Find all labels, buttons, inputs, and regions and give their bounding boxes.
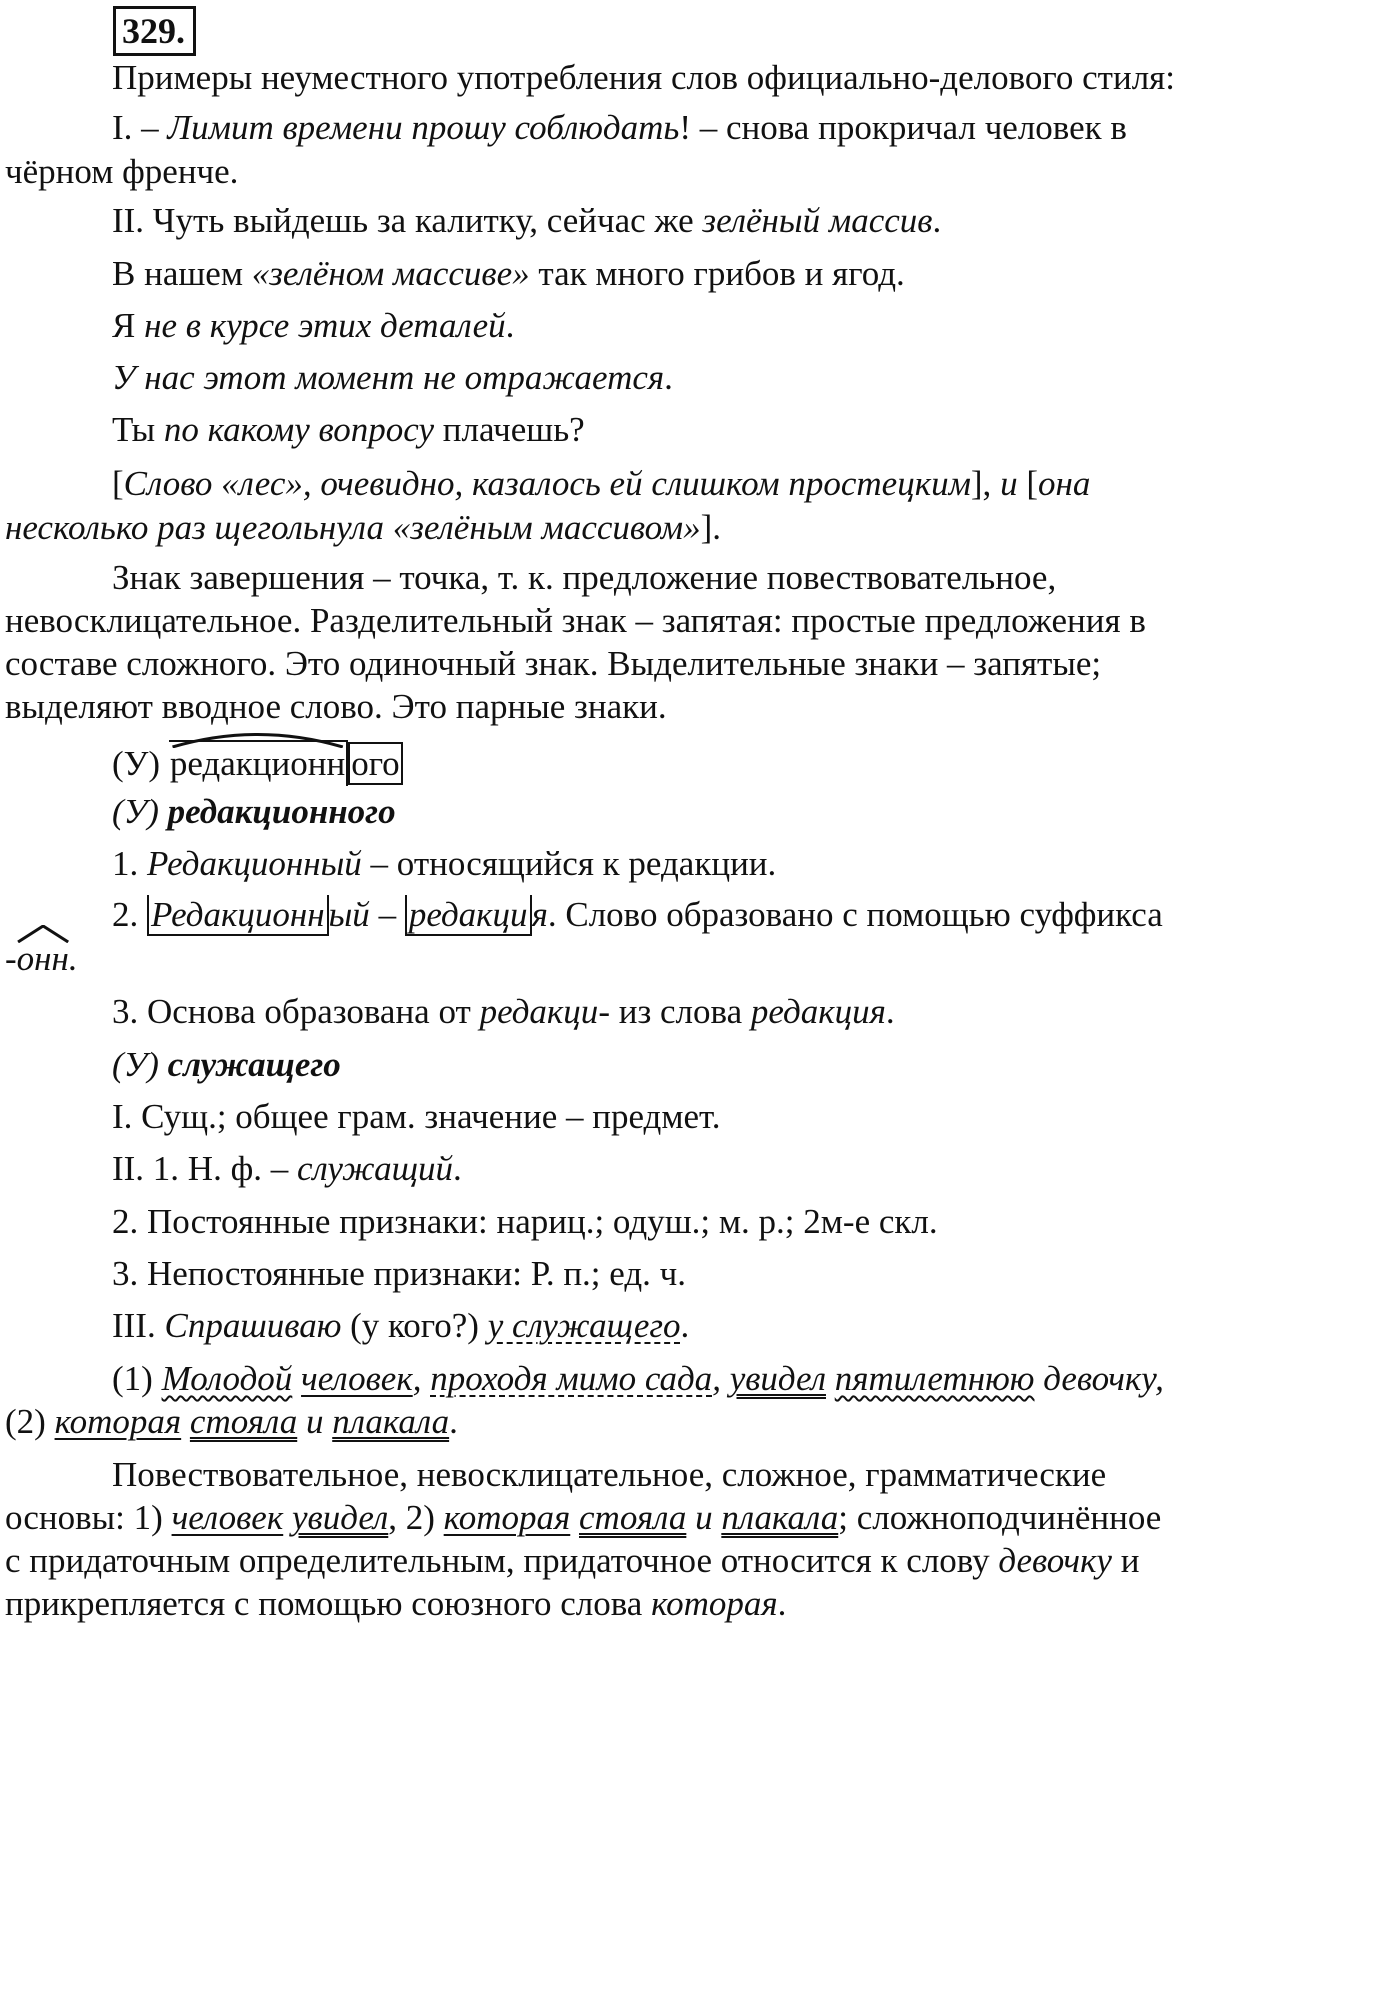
final-l4a: прикрепляется с помощью союзного слова <box>5 1584 652 1623</box>
ex5-suffix: . <box>664 358 673 397</box>
punct-line-1 <box>112 556 1400 600</box>
deriv3-prefix: 3. Основа образована от <box>112 992 480 1031</box>
morph-prefix: (У) <box>112 744 169 783</box>
deriv1-num: 1. <box>112 844 147 883</box>
punct-line-3 <box>5 642 1400 686</box>
sent-stoyala: стояла <box>189 1402 298 1441</box>
example-5 <box>112 356 1400 400</box>
final-l3b: и <box>1111 1541 1140 1580</box>
sent-pyatiletnyuyu: пятилетнюю <box>834 1359 1035 1398</box>
ex4-italic: не в курсе этих деталей <box>144 306 506 345</box>
final-l2c: ; сложноподчинённое <box>838 1498 1162 1537</box>
example-4 <box>112 304 1400 348</box>
scheme-bracket-open: [ <box>112 464 124 503</box>
ex4-suffix: . <box>505 306 515 345</box>
scheme-clause-2b: несколько раз щегольнула «зелёным массивом» <box>5 508 701 547</box>
ex1-prefix: I. – <box>112 108 168 147</box>
punct-text-4: выделяют вводное слово. Это парные знаки. <box>5 687 667 726</box>
ex1-cont: чёрном френче. <box>5 152 239 191</box>
m4-text: 3. Непостоянные признаки: Р. п.; ед. ч. <box>112 1254 687 1293</box>
ex6-suffix: плачешь? <box>434 410 585 449</box>
deriv2-end-1: ый <box>328 895 370 934</box>
root-arc-icon <box>169 730 346 748</box>
final-stoyala: стояла <box>579 1498 687 1537</box>
deriv3-mid: - из слова <box>598 992 751 1031</box>
sent-kotoraya: которая <box>54 1402 182 1441</box>
example-6 <box>112 408 1400 452</box>
final-chelovek: человек <box>171 1498 284 1537</box>
sent-uvidel: увидел <box>729 1359 826 1398</box>
sentence-line-1 <box>112 1357 1400 1401</box>
morph-item-1 <box>112 1095 1400 1139</box>
final-l2b: , 2) <box>388 1498 444 1537</box>
sent-plakala: плакала <box>332 1402 450 1441</box>
final-line-2 <box>5 1496 1400 1540</box>
scheme-bracket-open-2: [ <box>1017 464 1038 503</box>
intro-line <box>112 56 1400 100</box>
final-i: и <box>686 1498 722 1537</box>
word3-label: (У) <box>112 1045 168 1084</box>
final-devochku: девочку <box>998 1541 1112 1580</box>
example-1 <box>112 106 1400 150</box>
sent-sp1 <box>826 1359 835 1398</box>
m2-prefix: II. 1. Н. ф. – <box>112 1149 298 1188</box>
intro-text: Примеры неуместного употребления слов официально-делового стиля: <box>112 58 1175 97</box>
scheme-conj: и <box>1000 464 1018 503</box>
scheme-clause-1: Слово «лес», очевидно, казалось ей слишком простецким <box>123 464 971 503</box>
sent-sp3 <box>181 1402 190 1441</box>
example-1-cont <box>5 150 1400 194</box>
final-uvidel: увидел <box>291 1498 389 1537</box>
m2-italic: служащий <box>297 1149 454 1188</box>
deriv-2-cont <box>5 937 1400 981</box>
deriv-1 <box>112 842 1400 886</box>
m5-mid: (у кого?) <box>341 1306 488 1345</box>
sent-chelovek: человек <box>301 1359 413 1398</box>
deriv2-dash: – <box>369 895 405 934</box>
sent-n1: (1) <box>112 1359 162 1398</box>
m5-suffix: . <box>680 1306 690 1345</box>
deriv2-num: 2. <box>112 895 147 934</box>
final-kotoraya: которая <box>443 1498 571 1537</box>
deriv1-italic: Редакционный <box>147 844 362 883</box>
deriv2-suffix: онн <box>16 939 69 978</box>
sentence-line-2 <box>5 1400 1400 1444</box>
sent-prohodya: проходя мимо сада <box>430 1359 713 1398</box>
scheme-clause-2a: она <box>1037 464 1091 503</box>
deriv1-rest: – относящийся к редакции. <box>361 844 777 883</box>
m3-text: 2. Постоянные признаки: нариц.; одуш.; м. р.; 2м-е скл. <box>112 1202 938 1241</box>
deriv2-cont-dash: - <box>5 939 17 978</box>
ex3-italic: «зелёном массиве» <box>251 254 530 293</box>
sent-devochku: девочку <box>1043 1359 1156 1398</box>
m5-prefix: III. <box>112 1306 165 1345</box>
example-2 <box>112 199 1400 243</box>
suffix-caret-icon <box>17 925 69 943</box>
punct-text-2: невосклицательное. Разделительный знак – запятая: простые предложения в <box>5 601 1146 640</box>
m5-italic: Спрашиваю <box>164 1306 342 1345</box>
deriv3-italic-1: редакци <box>479 992 599 1031</box>
deriv-2 <box>112 893 1400 937</box>
morph-item-2 <box>112 1147 1400 1191</box>
final-line-4 <box>5 1582 1400 1626</box>
scheme-line-2 <box>5 506 1400 550</box>
sent-i: и <box>297 1402 333 1441</box>
scheme-bracket-close: ], <box>970 464 1001 503</box>
sent-c1: , <box>412 1359 431 1398</box>
ex1-italic: Лимит времени прошу соблюдать <box>167 108 680 147</box>
morph-item-5 <box>112 1304 1400 1348</box>
punct-line-2 <box>5 599 1400 643</box>
scheme-line-1 <box>112 462 1400 506</box>
scheme-bracket-close-2: ]. <box>700 508 722 547</box>
punct-text-1: Знак завершения – точка, т. к. предложение повествовательное, <box>112 558 1057 597</box>
ex3-prefix: В нашем <box>112 254 252 293</box>
m5-object: у служащего <box>487 1306 681 1345</box>
morph-root: редакционн <box>169 744 346 783</box>
deriv-3 <box>112 990 1400 1034</box>
final-l4b: . <box>777 1584 787 1623</box>
final-l2a: основы: 1) <box>5 1498 172 1537</box>
final-line-3 <box>5 1539 1400 1583</box>
final-plakala: плакала <box>721 1498 839 1537</box>
example-3 <box>112 252 1400 296</box>
word2-word: редакционного <box>167 792 396 831</box>
m1-text: I. Сущ.; общее грам. значение – предмет. <box>112 1097 721 1136</box>
exercise-number: 329. <box>113 6 196 56</box>
final-text-1: Повествовательное, невосклицательное, сложное, грамматические <box>112 1455 1107 1494</box>
punct-text-3: составе сложного. Это одиночный знак. Выделительные знаки – запятые; <box>5 644 1102 683</box>
word2-label: (У) <box>112 792 168 831</box>
ex5-italic: У нас этот момент не отражается <box>112 358 665 397</box>
sent-end: . <box>449 1402 458 1441</box>
ex2-suffix: . <box>932 201 942 240</box>
sent-n2: (2) <box>5 1402 55 1441</box>
morph-line <box>112 740 1400 786</box>
ex2-italic: зелёный массив <box>702 201 933 240</box>
punct-line-4 <box>5 685 1400 729</box>
ex2-prefix: II. Чуть выйдешь за калитку, сейчас же <box>112 201 703 240</box>
ex3-suffix: так много грибов и ягод. <box>529 254 905 293</box>
final-kotoraya-2: которая <box>651 1584 778 1623</box>
suffix-mark <box>17 937 69 981</box>
deriv3-italic-2: редакция <box>750 992 886 1031</box>
morph-ending: ого <box>348 742 402 785</box>
ex6-prefix: Ты <box>112 410 164 449</box>
word3-word: служащего <box>167 1045 341 1084</box>
final-line-1 <box>112 1453 1400 1497</box>
final-l3a: с придаточным определительным, придаточное относится к слову <box>5 1541 999 1580</box>
ex4-prefix: Я <box>112 306 145 345</box>
ex1-rest: ! – снова прокричал человек в <box>679 108 1127 147</box>
sent-molodoy: Молодой <box>161 1359 293 1398</box>
deriv2-cont-end: . <box>68 939 78 978</box>
sent-c2: , <box>712 1359 730 1398</box>
deriv2-rest: . Слово образовано с помощью суффикса <box>547 895 1163 934</box>
sent-sp2 <box>1034 1359 1043 1398</box>
deriv3-suffix: . <box>885 992 895 1031</box>
deriv2-stem-1: Редакционн <box>147 895 329 936</box>
deriv2-end-2: я <box>531 895 548 934</box>
morph-stem <box>169 740 348 786</box>
sent-c3: , <box>1155 1359 1164 1398</box>
ex6-italic: по какому вопросу <box>163 410 435 449</box>
deriv2-stem-2: редакци <box>405 895 532 936</box>
morph-item-4 <box>112 1252 1400 1296</box>
word-2-line <box>112 790 1400 834</box>
word-3-line <box>112 1043 1400 1087</box>
m2-suffix: . <box>453 1149 462 1188</box>
morph-item-3 <box>112 1200 1400 1244</box>
